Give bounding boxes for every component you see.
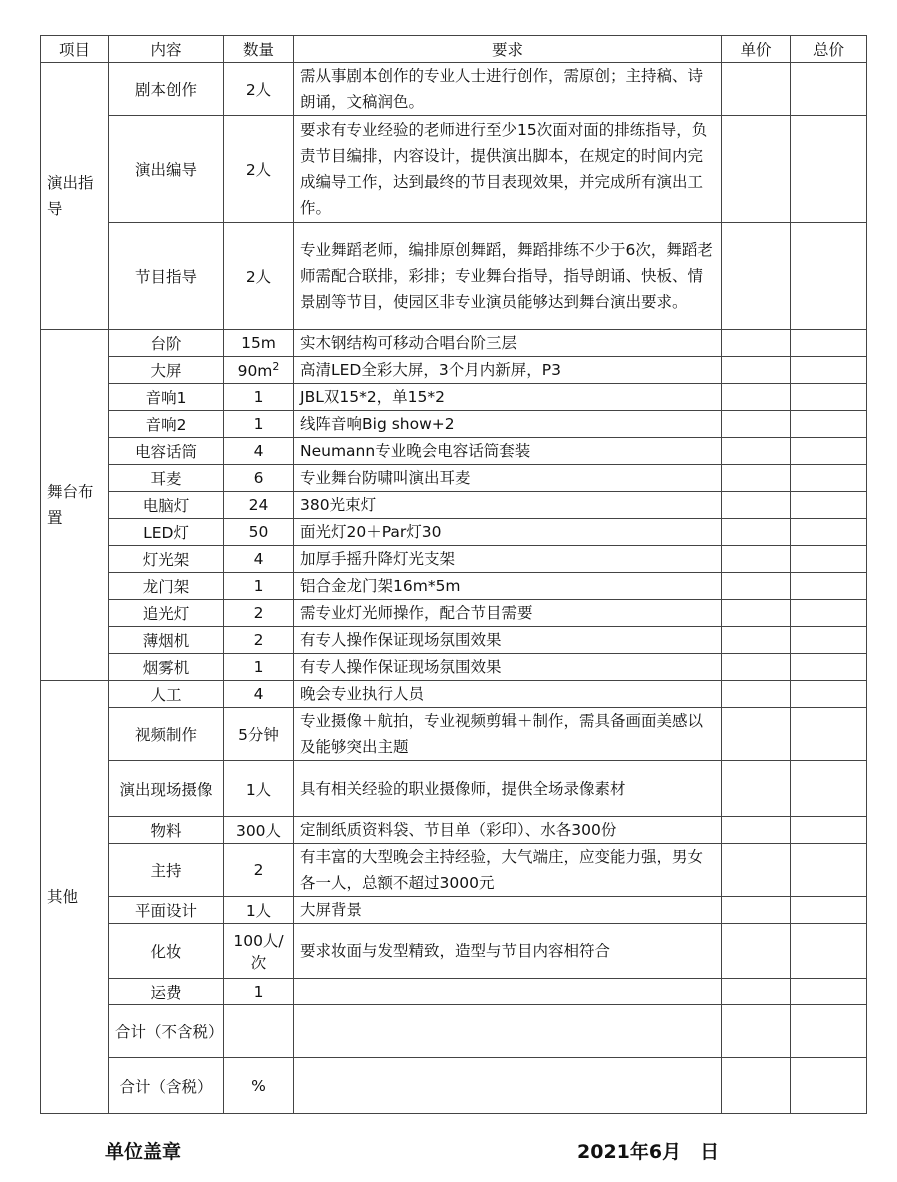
qty-cell: 50 — [224, 519, 294, 546]
table-row — [41, 1058, 867, 1114]
unit-price-cell — [722, 573, 791, 600]
table-row — [41, 411, 867, 438]
item-cell: 音响1 — [109, 384, 224, 411]
total-price-cell — [791, 600, 867, 627]
item-cell: 烟雾机 — [109, 654, 224, 681]
requirement-cell: Neumann专业晚会电容话筒套装 — [294, 438, 722, 465]
qty-superscript: 2 — [272, 359, 280, 373]
item-cell: 化妆 — [109, 924, 224, 979]
requirement-cell: 具有相关经验的职业摄像师，提供全场录像素材 — [294, 761, 722, 817]
unit-price-cell — [722, 897, 791, 924]
item-cell: 追光灯 — [109, 600, 224, 627]
unit-price-cell — [722, 600, 791, 627]
table-row — [41, 627, 867, 654]
requirement-cell: 要求有专业经验的老师进行至少15次面对面的排练指导，负责节目编排，内容设计，提供演出脚本，在规定的时间内完成编导工作，达到最终的节目表现效果，并完成所有演出工作。 — [294, 116, 722, 223]
unit-price-cell — [722, 519, 791, 546]
total-price-cell — [791, 411, 867, 438]
unit-price-cell — [722, 844, 791, 897]
unit-price-cell — [722, 681, 791, 708]
total-price-cell — [791, 384, 867, 411]
table-row — [41, 384, 867, 411]
item-cell: 演出编导 — [109, 116, 224, 223]
unit-price-cell — [722, 1058, 791, 1114]
total-price-cell — [791, 519, 867, 546]
qty-cell: 4 — [224, 546, 294, 573]
total-price-cell — [791, 438, 867, 465]
requirement-cell: 要求妆面与发型精致，造型与节目内容相符合 — [294, 924, 722, 979]
header-category: 项目 — [41, 36, 109, 63]
header-qty: 数量 — [224, 36, 294, 63]
table-row — [41, 116, 867, 223]
table-row — [41, 897, 867, 924]
total-price-cell — [791, 492, 867, 519]
unit-price-cell — [722, 627, 791, 654]
item-cell: 合计（含税） — [109, 1058, 224, 1114]
table-row — [41, 492, 867, 519]
unit-price-cell — [722, 708, 791, 761]
total-price-cell — [791, 897, 867, 924]
qty-cell: 2 — [224, 844, 294, 897]
requirement-cell: 需专业灯光师操作，配合节目需要 — [294, 600, 722, 627]
qty-cell: 2人 — [224, 223, 294, 330]
unit-price-cell — [722, 438, 791, 465]
item-cell: 运费 — [109, 979, 224, 1005]
qty-cell: 1人 — [224, 761, 294, 817]
qty-cell: 1 — [224, 979, 294, 1005]
requirement-cell: 有丰富的大型晚会主持经验，大气端庄，应变能力强，男女各一人，总额不超过3000元 — [294, 844, 722, 897]
header-row — [41, 36, 867, 63]
requirement-cell: 专业舞蹈老师，编排原创舞蹈，舞蹈排练不少于6次，舞蹈老师需配合联排，彩排；专业舞台指导，指导朗诵、快板、情景剧等节目，使园区非专业演员能够达到舞台演出要求。 — [294, 223, 722, 330]
qty-cell: 100人/次 — [224, 924, 294, 979]
requirement-cell: 需从事剧本创作的专业人士进行创作，需原创；主持稿、诗朗诵，文稿润色。 — [294, 63, 722, 116]
table-row — [41, 979, 867, 1005]
unit-price-cell — [722, 817, 791, 844]
requirement-cell: 定制纸质资料袋、节目单（彩印）、水各300份 — [294, 817, 722, 844]
qty-cell: 1 — [224, 573, 294, 600]
requirement-cell: 专业摄像＋航拍，专业视频剪辑＋制作，需具备画面美感以及能够突出主题 — [294, 708, 722, 761]
qty-cell: 4 — [224, 681, 294, 708]
table-row — [41, 817, 867, 844]
table-row — [41, 519, 867, 546]
table-row — [41, 465, 867, 492]
header-total-price: 总价 — [791, 36, 867, 63]
item-cell: 节目指导 — [109, 223, 224, 330]
total-price-cell — [791, 465, 867, 492]
table-row — [41, 761, 867, 817]
unit-price-cell — [722, 116, 791, 223]
requirement-cell: JBL双15*2，单15*2 — [294, 384, 722, 411]
total-price-cell — [791, 924, 867, 979]
requirement-cell — [294, 979, 722, 1005]
unit-price-cell — [722, 979, 791, 1005]
item-cell: 主持 — [109, 844, 224, 897]
item-cell: 合计（不含税） — [109, 1005, 224, 1058]
item-cell: 薄烟机 — [109, 627, 224, 654]
qty-value: 90m — [237, 362, 273, 381]
item-cell: 大屏 — [109, 357, 224, 384]
item-cell: 演出现场摄像 — [109, 761, 224, 817]
requirement-cell: 加厚手摇升降灯光支架 — [294, 546, 722, 573]
qty-cell: 1 — [224, 654, 294, 681]
total-price-cell — [791, 979, 867, 1005]
unit-price-cell — [722, 546, 791, 573]
requirement-cell: 铝合金龙门架16m*5m — [294, 573, 722, 600]
total-price-cell — [791, 1005, 867, 1058]
total-price-cell — [791, 116, 867, 223]
category-cell: 其他 — [41, 681, 109, 1114]
qty-cell: 2 — [224, 627, 294, 654]
total-price-cell — [791, 1058, 867, 1114]
table-row — [41, 681, 867, 708]
qty-cell: % — [224, 1058, 294, 1114]
requirement-cell: 专业舞台防啸叫演出耳麦 — [294, 465, 722, 492]
unit-price-cell — [722, 411, 791, 438]
qty-cell: 24 — [224, 492, 294, 519]
requirement-cell: 面光灯20＋Par灯30 — [294, 519, 722, 546]
total-price-cell — [791, 761, 867, 817]
qty-cell: 6 — [224, 465, 294, 492]
unit-price-cell — [722, 761, 791, 817]
item-cell: 电容话筒 — [109, 438, 224, 465]
table-row — [41, 654, 867, 681]
total-price-cell — [791, 63, 867, 116]
item-cell: 龙门架 — [109, 573, 224, 600]
item-cell: 电脑灯 — [109, 492, 224, 519]
table-row — [41, 573, 867, 600]
unit-price-cell — [722, 223, 791, 330]
table-row — [41, 63, 867, 116]
header-requirement: 要求 — [294, 36, 722, 63]
unit-price-cell — [722, 1005, 791, 1058]
header-unit-price: 单价 — [722, 36, 791, 63]
total-price-cell — [791, 627, 867, 654]
requirement-cell: 380光束灯 — [294, 492, 722, 519]
category-cell: 演出指导 — [41, 63, 109, 330]
unit-price-cell — [722, 654, 791, 681]
unit-price-cell — [722, 357, 791, 384]
table-row — [41, 546, 867, 573]
total-price-cell — [791, 546, 867, 573]
table-row — [41, 708, 867, 761]
table-row — [41, 223, 867, 330]
quotation-table — [40, 35, 867, 1114]
item-cell: 物料 — [109, 817, 224, 844]
item-cell: 灯光架 — [109, 546, 224, 573]
table-row — [41, 438, 867, 465]
qty-cell: 4 — [224, 438, 294, 465]
table-row — [41, 924, 867, 979]
date-label: 2021年6月 日 — [577, 1141, 720, 1163]
item-cell: 平面设计 — [109, 897, 224, 924]
unit-price-cell — [722, 330, 791, 357]
item-cell: 人工 — [109, 681, 224, 708]
unit-price-cell — [722, 924, 791, 979]
item-cell: 音响2 — [109, 411, 224, 438]
qty-cell: 300人 — [224, 817, 294, 844]
unit-price-cell — [722, 492, 791, 519]
category-cell: 舞台布置 — [41, 330, 109, 681]
qty-cell: 1 — [224, 384, 294, 411]
qty-cell: 15m — [224, 330, 294, 357]
requirement-cell: 有专人操作保证现场氛围效果 — [294, 627, 722, 654]
requirement-cell: 有专人操作保证现场氛围效果 — [294, 654, 722, 681]
total-price-cell — [791, 330, 867, 357]
requirement-cell: 晚会专业执行人员 — [294, 681, 722, 708]
table-row — [41, 357, 867, 384]
item-cell: 剧本创作 — [109, 63, 224, 116]
table-row — [41, 600, 867, 627]
item-cell: 台阶 — [109, 330, 224, 357]
item-cell: LED灯 — [109, 519, 224, 546]
qty-cell: 2人 — [224, 63, 294, 116]
total-price-cell — [791, 817, 867, 844]
requirement-cell: 线阵音响Big show+2 — [294, 411, 722, 438]
qty-cell — [224, 357, 294, 384]
total-price-cell — [791, 223, 867, 330]
requirement-cell: 高清LED全彩大屏，3个月内新屏，P3 — [294, 357, 722, 384]
qty-cell: 1 — [224, 411, 294, 438]
unit-price-cell — [722, 63, 791, 116]
qty-cell: 2人 — [224, 116, 294, 223]
table-row — [41, 330, 867, 357]
total-price-cell — [791, 573, 867, 600]
total-price-cell — [791, 654, 867, 681]
qty-cell: 2 — [224, 600, 294, 627]
requirement-cell: 实木钢结构可移动合唱台阶三层 — [294, 330, 722, 357]
total-price-cell — [791, 844, 867, 897]
table-row — [41, 1005, 867, 1058]
requirement-cell: 大屏背景 — [294, 897, 722, 924]
stamp-label: 单位盖章 — [105, 1141, 182, 1163]
qty-cell — [224, 1005, 294, 1058]
item-cell: 视频制作 — [109, 708, 224, 761]
unit-price-cell — [722, 384, 791, 411]
qty-cell: 5分钟 — [224, 708, 294, 761]
total-price-cell — [791, 681, 867, 708]
table-row — [41, 844, 867, 897]
total-price-cell — [791, 357, 867, 384]
requirement-cell — [294, 1005, 722, 1058]
qty-cell: 1人 — [224, 897, 294, 924]
requirement-cell — [294, 1058, 722, 1114]
item-cell: 耳麦 — [109, 465, 224, 492]
total-price-cell — [791, 708, 867, 761]
unit-price-cell — [722, 465, 791, 492]
header-item: 内容 — [109, 36, 224, 63]
